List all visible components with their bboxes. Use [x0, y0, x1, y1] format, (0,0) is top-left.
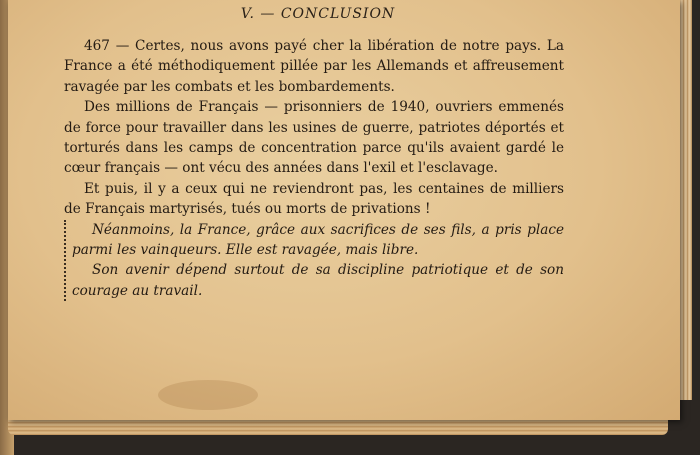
quote-line-1: Néanmoins, la France, grâce aux sacrifices de ses fils, a pris place parmi les vainqueurs. Elle est ravagée, mais libre. [72, 221, 564, 259]
paragraph-467: 467 — Certes, nous avons payé cher la libération de notre pays. La France a été méthodiquement pillée par les Allemands et affreusement ravagée par les combats et les bombardements. [64, 38, 564, 95]
quote-line-2: Son avenir dépend surtout de sa discipline patriotique et de son courage au travail. [72, 262, 564, 299]
body-text [64, 36, 564, 301]
paragraph-prisoners: Des millions de Français — prisonniers de 1940, ouvriers emmenés de force pour travailler dans les usines de guerre, patriotes déportés et torturés dans les camps de concentration parce qu'ils avaient gardé le cœur français — ont vécu des années dans l'exil et l'esclavage. [64, 99, 564, 177]
paragraph-martyrs: Et puis, il y a ceux qui ne reviendront pas, les centaines de milliers de Français martyrisés, tués ou morts de privations ! [64, 180, 564, 218]
chapter-header: V. — CONCLUSION [240, 6, 396, 22]
italic-conclusion [64, 220, 564, 302]
page-stain [158, 380, 258, 410]
